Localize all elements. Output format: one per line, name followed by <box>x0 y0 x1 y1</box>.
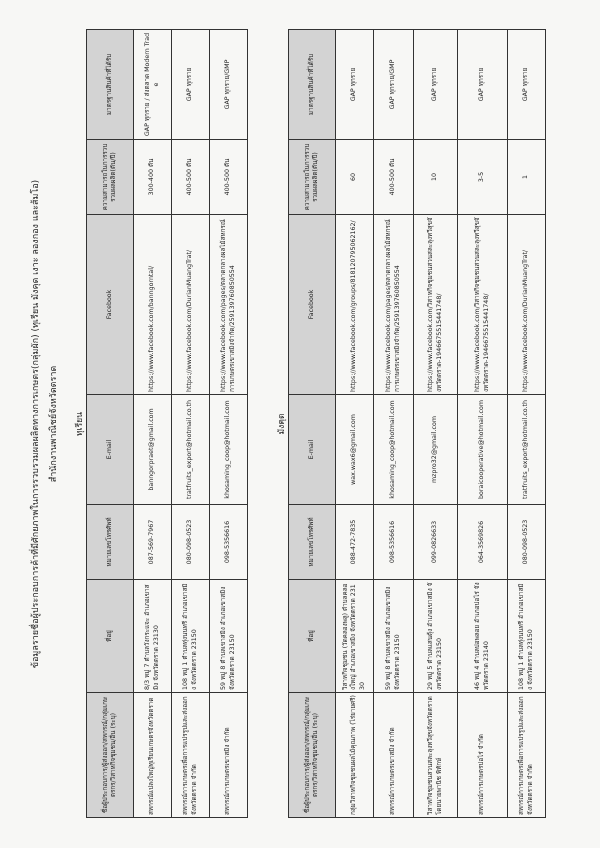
col-header-name: ชื่อผู้ประกอบการ/ผู้ส่งออก/สหกรณ์/กลุ่มเกษตรกร/วิสาหกิจชุมชน/อื่น (ระบุ) <box>87 693 134 818</box>
cell-address: 108 หมู่ 1 ตำบลทุ่งนนทรี อำเภอเขาสมิง จังหวัดตราด 23150 <box>508 580 546 693</box>
cell-capacity: 400-500 ตัน <box>374 140 414 215</box>
col-header-phone: หมายเลขโทรศัพท์ <box>289 505 336 580</box>
cell-phone: 099-0826633 <box>414 505 458 580</box>
cell-email: tratfruits_export@hotmail.co.th <box>172 395 210 505</box>
section-label-mangosteen: มังคุด <box>277 413 287 435</box>
cell-capacity: 1 <box>508 140 546 215</box>
col-header-capacity: ความสามารถในการรวบรวมผลผลิต(ตัน/ปี) <box>289 140 336 215</box>
cell-address: 59 หมู่ 8 ตำบลเขาสมิง อำเภอเขาสมิง จังหวัดตราด 23150 <box>210 580 248 693</box>
cell-standard: GAP ทุกราย <box>458 30 508 140</box>
cell-name: สหกรณ์การเกษตรเขาสมิง จำกัด <box>210 693 248 818</box>
cell-facebook: https://www.facebook.com/วิสาหกิจชุมชนสวนสละลุงทวีสุขจังหวัดตราด-1946675515441748/ <box>414 215 458 395</box>
rotated-document <box>20 20 580 828</box>
cell-capacity: 60 <box>336 140 374 215</box>
col-header-standard: มาตรฐานสินค้าที่ได้รับ <box>87 30 134 140</box>
cell-address: 29 หมู่ 5 ตำบลแสนตุ้ง อำเภอเขาสมิง จังหวัดตราด 23150 <box>414 580 458 693</box>
table-row <box>374 30 414 818</box>
col-header-facebook: Facebook <box>289 215 336 395</box>
mangosteen-table <box>288 29 546 818</box>
cell-name: กลุ่มวิสาหกิจชุมชนผลไม้คุณภาพ (ไร่ยายศรี) <box>336 693 374 818</box>
cell-phone: 087-569-7967 <box>134 505 172 580</box>
cell-address: 108 หมู่ 1 ตำบลทุ่งนนทรี อำเภอเขาสมิง จังหวัดตราด 23150 <box>172 580 210 693</box>
cell-standard: GAP ทุกราย <box>172 30 210 140</box>
cell-facebook: https://www.facebook.com/pages/ตลาดกลางผลไม้สหกรณ์การเกษตรเขาสมิงจำกัด/259139760850554 <box>374 215 414 395</box>
cell-email: boraicooperative@hotmail.com <box>458 395 508 505</box>
cell-facebook: https://www.facebook.com/วิสาหกิจชุมชนสวนสละลุงทวีสุขจังหวัดตราด-1946675515441748/ <box>458 215 508 395</box>
document-subtitle: สำนักงานพาณิชย์จังหวัดตราด <box>49 365 59 483</box>
table-row <box>414 30 458 818</box>
table-row <box>458 30 508 818</box>
cell-phone: 088-472-7835 <box>336 505 374 580</box>
cell-capacity: 400-500 ตัน <box>210 140 248 215</box>
cell-name: สหกรณ์แปลงใหญ่ทุเรียนเกษตรจังหวัดตราด <box>134 693 172 818</box>
col-header-name: ชื่อผู้ประกอบการ/ผู้ส่งออก/สหกรณ์/กลุ่มเกษตรกร/วิสาหกิจชุมชน/อื่น (ระบุ) <box>289 693 336 818</box>
cell-name: สหกรณ์การเกษตรเพื่อการแปรรูปและส่งออก จังหวัดตราด จำกัด <box>508 693 546 818</box>
cell-capacity: 10 <box>414 140 458 215</box>
col-header-facebook: Facebook <box>87 215 134 395</box>
table-row <box>172 30 210 818</box>
cell-capacity: 3-5 <box>458 140 508 215</box>
cell-email: khosaming_coop@hotmail.com <box>210 395 248 505</box>
col-header-email: E-mail <box>289 395 336 505</box>
cell-phone: 080-098-0523 <box>508 505 546 580</box>
table-header-row <box>289 30 336 818</box>
col-header-phone: หมายเลขโทรศัพท์ <box>87 505 134 580</box>
cell-standard: GAP ทุกราย <box>336 30 374 140</box>
cell-email: mzpro32@gmail.com <box>414 395 458 505</box>
cell-name: วิสาหกิจชุมชนสวนสละลุงทวีสุขจังหวัดตราด โดยนายพานิช พิทักษ์ <box>414 693 458 818</box>
cell-email: khosaming_coop@hotmail.com <box>374 395 414 505</box>
cell-capacity: 300-400 ตัน <box>134 140 172 215</box>
cell-capacity: 400-500 ตัน <box>172 140 210 215</box>
cell-address: 8/3 หมู่ 7 ตำบลวังกระแจะ อำเภอเขาสมิง จังหวัดตราด 23130 <box>134 580 172 693</box>
cell-standard: GAP ทุกราย/GMP <box>374 30 414 140</box>
cell-standard: GAP ทุกราย / ส่งตลาด Modern Trade <box>134 30 172 140</box>
cell-email: tratfruits_export@hotmail.co.th <box>508 395 546 505</box>
table-row <box>134 30 172 818</box>
cell-name: สหกรณ์การเกษตรเขาสมิง จำกัด <box>374 693 414 818</box>
cell-name: สหกรณ์การเกษตรเพื่อการแปรรูปและส่งออก จังหวัดตราด จำกัด <box>172 693 210 818</box>
cell-address: 59 หมู่ 8 ตำบลเขาสมิง อำเภอเขาสมิง จังหวัดตราด 23150 <box>374 580 414 693</box>
table-row <box>508 30 546 818</box>
table-header-row <box>87 30 134 818</box>
col-header-capacity: ความสามารถในการรวบรวมผลผลิต(ตัน/ปี) <box>87 140 134 215</box>
durian-table <box>86 29 248 818</box>
col-header-email: E-mail <box>87 395 134 505</box>
cell-facebook: https://www.facebook.com/groups/818120795062162/ <box>336 215 374 395</box>
cell-phone: 098-5356616 <box>210 505 248 580</box>
cell-standard: GAP ทุกราย <box>508 30 546 140</box>
cell-facebook: https://www.facebook.com/banngorntal/ <box>134 215 172 395</box>
cell-phone: 080-098-0523 <box>172 505 210 580</box>
cell-email: banngorpraet@gmail.com <box>134 395 172 505</box>
cell-address: 46 หมู่ 4 ตำบลบ่อพลอย อำเภอบ่อไร่ จังหวัดตราด 23140 <box>458 580 508 693</box>
cell-phone: 064-3569826 <box>458 505 508 580</box>
col-header-standard: มาตรฐานสินค้าที่ได้รับ <box>289 30 336 140</box>
cell-facebook: https://www.facebook.com/DurianMuangTrat/ <box>172 215 210 395</box>
cell-email: wax.wax6@gmail.com <box>336 395 374 505</box>
document-title: ข้อมูลรายชื่อผู้ประกอบการค้าที่มีศักยภาพในการรวบรวมผลผลิตทางการเกษตร(กลุ่มผัก) (ทุเรียน มังคุด เงาะ ลองกอง และส้มโอ) <box>31 179 41 669</box>
cell-phone: 098-5356616 <box>374 505 414 580</box>
cell-facebook: https://www.facebook.com/pages/ตลาดกลางผลไม้สหกรณ์การเกษตรเขาสมิงจำกัด/259139760850554 <box>210 215 248 395</box>
table-row <box>336 30 374 818</box>
cell-standard: GAP ทุกราย <box>414 30 458 140</box>
col-header-address: ที่อยู่ <box>289 580 336 693</box>
cell-facebook: https://www.facebook.com/DurianMuangTrat/ <box>508 215 546 395</box>
col-header-address: ที่อยู่ <box>87 580 134 693</box>
cell-address: วิสาหกิจชุมชน (วัดคลองพลู) ตำบลคลองใหญ่ อำเภอเขาสมิง จังหวัดตราด 23130 <box>336 580 374 693</box>
cell-standard: GAP ทุกราย/GMP <box>210 30 248 140</box>
cell-name: สหกรณ์การเกษตรบ่อไร่ จำกัด <box>458 693 508 818</box>
section-label-durian: ทุเรียน <box>75 412 85 436</box>
table-row <box>210 30 248 818</box>
